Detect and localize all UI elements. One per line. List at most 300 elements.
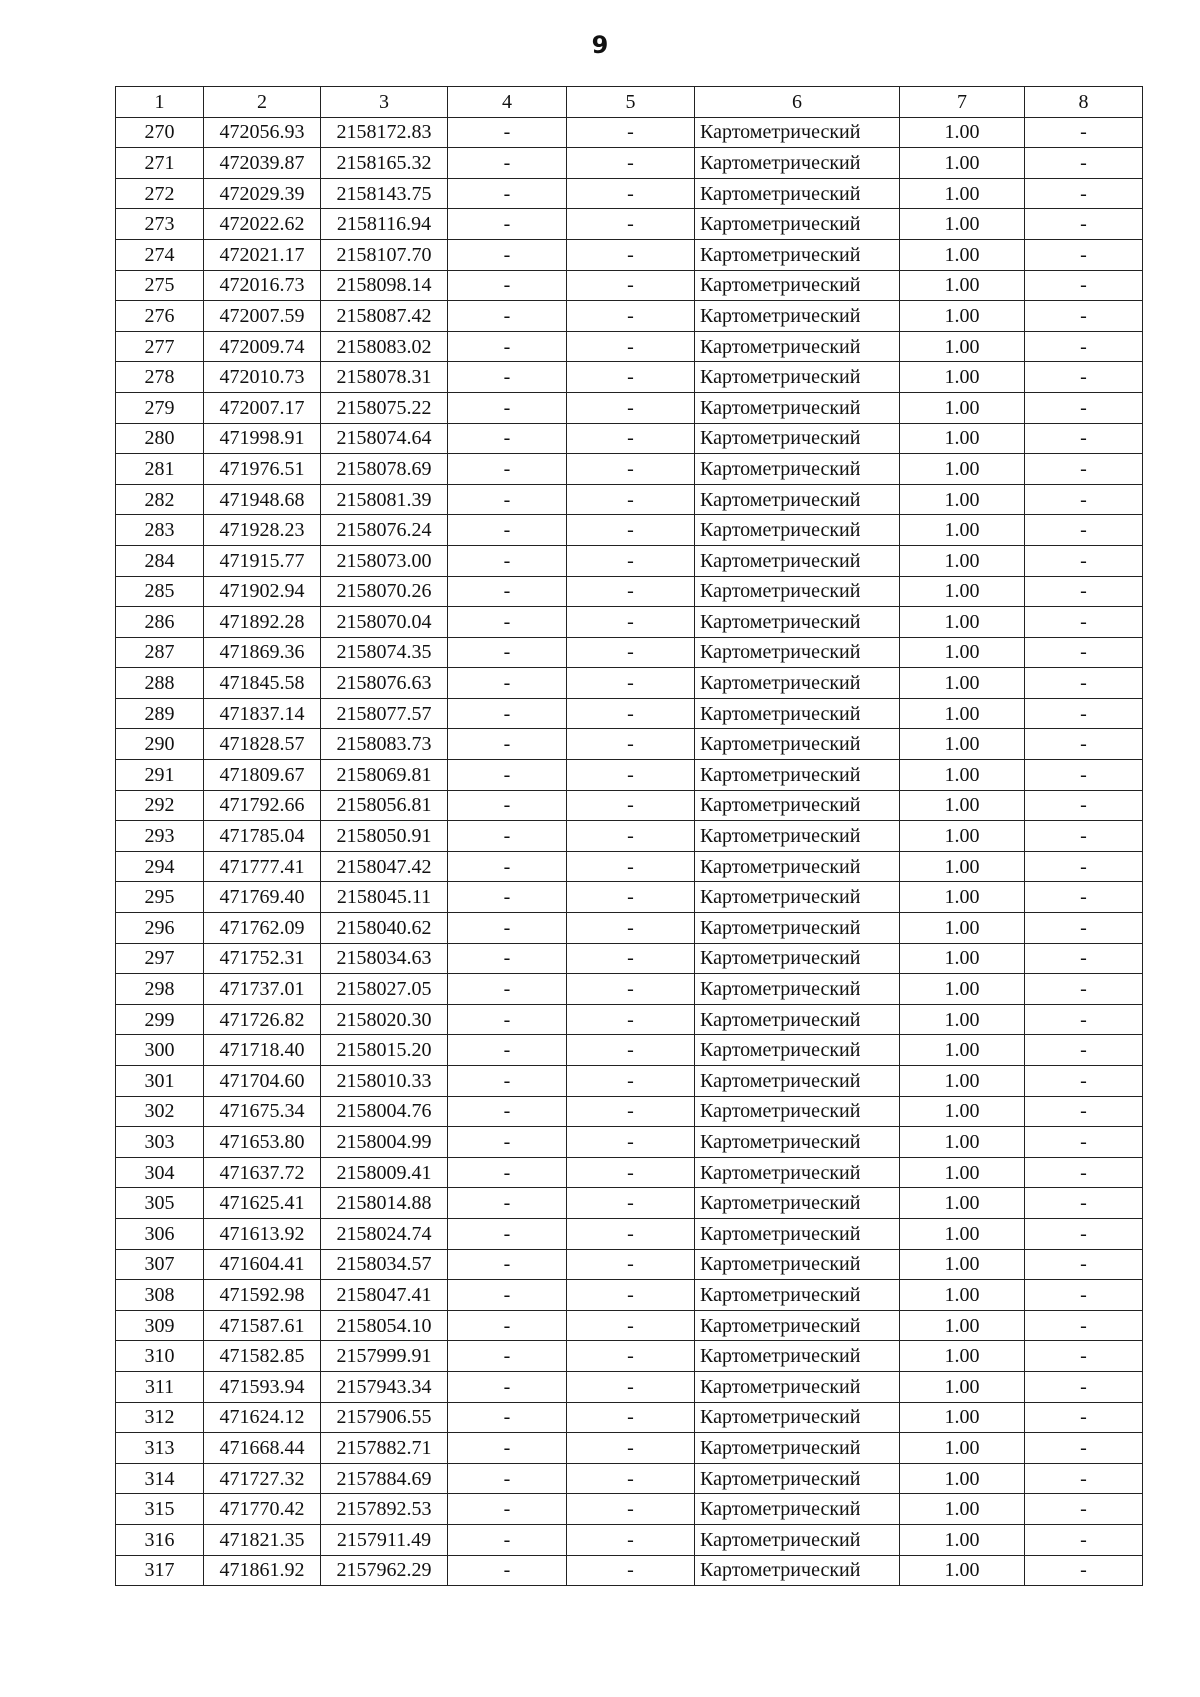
x-coordinate-cell: 472010.73: [204, 362, 321, 393]
point-number-cell: 311: [116, 1371, 204, 1402]
x-coordinate-cell: 471727.32: [204, 1463, 321, 1494]
column-8-cell: -: [1025, 392, 1143, 423]
column-8-cell: -: [1025, 545, 1143, 576]
accuracy-cell: 1.00: [900, 545, 1025, 576]
table-row: [116, 454, 1143, 485]
x-coordinate-cell: 472021.17: [204, 239, 321, 270]
table-row: [116, 698, 1143, 729]
point-number-cell: 270: [116, 117, 204, 148]
method-cell: Картометрический: [695, 301, 900, 332]
column-8-cell: -: [1025, 637, 1143, 668]
column-8-cell: -: [1025, 882, 1143, 913]
column-4-cell: -: [448, 760, 567, 791]
method-cell: Картометрический: [695, 668, 900, 699]
table-row: [116, 1096, 1143, 1127]
accuracy-cell: 1.00: [900, 1555, 1025, 1586]
column-8-cell: -: [1025, 270, 1143, 301]
point-number-cell: 283: [116, 515, 204, 546]
accuracy-cell: 1.00: [900, 1218, 1025, 1249]
x-coordinate-cell: 471587.61: [204, 1310, 321, 1341]
y-coordinate-cell: 2158116.94: [321, 209, 448, 240]
column-header: 2: [204, 87, 321, 118]
accuracy-cell: 1.00: [900, 943, 1025, 974]
method-cell: Картометрический: [695, 1371, 900, 1402]
y-coordinate-cell: 2158015.20: [321, 1035, 448, 1066]
column-5-cell: -: [567, 1035, 695, 1066]
column-8-cell: -: [1025, 1341, 1143, 1372]
point-number-cell: 279: [116, 392, 204, 423]
point-number-cell: 313: [116, 1433, 204, 1464]
table-row: [116, 1433, 1143, 1464]
y-coordinate-cell: 2158024.74: [321, 1218, 448, 1249]
y-coordinate-cell: 2158165.32: [321, 148, 448, 179]
accuracy-cell: 1.00: [900, 1494, 1025, 1525]
x-coordinate-cell: 471998.91: [204, 423, 321, 454]
method-cell: Картометрический: [695, 1249, 900, 1280]
y-coordinate-cell: 2158020.30: [321, 1004, 448, 1035]
table-header-row: [116, 87, 1143, 118]
y-coordinate-cell: 2158077.57: [321, 698, 448, 729]
column-8-cell: -: [1025, 913, 1143, 944]
x-coordinate-cell: 471845.58: [204, 668, 321, 699]
x-coordinate-cell: 471792.66: [204, 790, 321, 821]
accuracy-cell: 1.00: [900, 1157, 1025, 1188]
accuracy-cell: 1.00: [900, 1004, 1025, 1035]
method-cell: Картометрический: [695, 1096, 900, 1127]
y-coordinate-cell: 2158143.75: [321, 178, 448, 209]
point-number-cell: 301: [116, 1066, 204, 1097]
method-cell: Картометрический: [695, 362, 900, 393]
point-number-cell: 310: [116, 1341, 204, 1372]
table-row: [116, 392, 1143, 423]
column-4-cell: -: [448, 117, 567, 148]
x-coordinate-cell: 472039.87: [204, 148, 321, 179]
accuracy-cell: 1.00: [900, 454, 1025, 485]
method-cell: Картометрический: [695, 484, 900, 515]
table-row: [116, 729, 1143, 760]
point-number-cell: 305: [116, 1188, 204, 1219]
accuracy-cell: 1.00: [900, 423, 1025, 454]
x-coordinate-cell: 471592.98: [204, 1280, 321, 1311]
method-cell: Картометрический: [695, 1494, 900, 1525]
column-4-cell: -: [448, 1218, 567, 1249]
column-4-cell: -: [448, 882, 567, 913]
point-number-cell: 297: [116, 943, 204, 974]
accuracy-cell: 1.00: [900, 362, 1025, 393]
y-coordinate-cell: 2158070.04: [321, 607, 448, 638]
column-8-cell: -: [1025, 943, 1143, 974]
column-5-cell: -: [567, 1402, 695, 1433]
x-coordinate-cell: 471726.82: [204, 1004, 321, 1035]
table-row: [116, 1341, 1143, 1372]
accuracy-cell: 1.00: [900, 913, 1025, 944]
method-cell: Картометрический: [695, 239, 900, 270]
point-number-cell: 290: [116, 729, 204, 760]
point-number-cell: 272: [116, 178, 204, 209]
method-cell: Картометрический: [695, 790, 900, 821]
column-4-cell: -: [448, 423, 567, 454]
point-number-cell: 275: [116, 270, 204, 301]
table-row: [116, 1402, 1143, 1433]
column-4-cell: -: [448, 1157, 567, 1188]
point-number-cell: 288: [116, 668, 204, 699]
accuracy-cell: 1.00: [900, 576, 1025, 607]
table-row: [116, 270, 1143, 301]
column-5-cell: -: [567, 576, 695, 607]
column-header: 3: [321, 87, 448, 118]
x-coordinate-cell: 471625.41: [204, 1188, 321, 1219]
x-coordinate-cell: 471582.85: [204, 1341, 321, 1372]
accuracy-cell: 1.00: [900, 729, 1025, 760]
accuracy-cell: 1.00: [900, 1066, 1025, 1097]
x-coordinate-cell: 471809.67: [204, 760, 321, 791]
column-4-cell: -: [448, 668, 567, 699]
column-8-cell: -: [1025, 1096, 1143, 1127]
method-cell: Картометрический: [695, 851, 900, 882]
column-5-cell: -: [567, 423, 695, 454]
column-4-cell: -: [448, 1188, 567, 1219]
x-coordinate-cell: 471892.28: [204, 607, 321, 638]
x-coordinate-cell: 471604.41: [204, 1249, 321, 1280]
column-5-cell: -: [567, 331, 695, 362]
x-coordinate-cell: 472022.62: [204, 209, 321, 240]
column-4-cell: -: [448, 1433, 567, 1464]
table-row: [116, 851, 1143, 882]
table-row: [116, 576, 1143, 607]
table-row: [116, 1494, 1143, 1525]
column-8-cell: -: [1025, 851, 1143, 882]
point-number-cell: 285: [116, 576, 204, 607]
accuracy-cell: 1.00: [900, 698, 1025, 729]
method-cell: Картометрический: [695, 423, 900, 454]
column-8-cell: -: [1025, 239, 1143, 270]
accuracy-cell: 1.00: [900, 209, 1025, 240]
method-cell: Картометрический: [695, 1433, 900, 1464]
point-number-cell: 298: [116, 974, 204, 1005]
table-row: [116, 607, 1143, 638]
point-number-cell: 295: [116, 882, 204, 913]
column-5-cell: -: [567, 1249, 695, 1280]
accuracy-cell: 1.00: [900, 1096, 1025, 1127]
y-coordinate-cell: 2158004.99: [321, 1127, 448, 1158]
column-8-cell: -: [1025, 301, 1143, 332]
column-5-cell: -: [567, 760, 695, 791]
method-cell: Картометрический: [695, 1402, 900, 1433]
x-coordinate-cell: 471869.36: [204, 637, 321, 668]
column-5-cell: -: [567, 484, 695, 515]
column-8-cell: -: [1025, 362, 1143, 393]
method-cell: Картометрический: [695, 209, 900, 240]
column-4-cell: -: [448, 1004, 567, 1035]
method-cell: Картометрический: [695, 1004, 900, 1035]
y-coordinate-cell: 2157892.53: [321, 1494, 448, 1525]
table-row: [116, 148, 1143, 179]
y-coordinate-cell: 2158034.63: [321, 943, 448, 974]
y-coordinate-cell: 2158040.62: [321, 913, 448, 944]
x-coordinate-cell: 471637.72: [204, 1157, 321, 1188]
column-4-cell: -: [448, 209, 567, 240]
table-row: [116, 1157, 1143, 1188]
x-coordinate-cell: 471828.57: [204, 729, 321, 760]
y-coordinate-cell: 2158098.14: [321, 270, 448, 301]
column-5-cell: -: [567, 790, 695, 821]
column-4-cell: -: [448, 1371, 567, 1402]
column-8-cell: -: [1025, 1371, 1143, 1402]
y-coordinate-cell: 2157882.71: [321, 1433, 448, 1464]
column-8-cell: -: [1025, 1066, 1143, 1097]
column-8-cell: -: [1025, 1555, 1143, 1586]
point-number-cell: 286: [116, 607, 204, 638]
x-coordinate-cell: 471624.12: [204, 1402, 321, 1433]
y-coordinate-cell: 2158078.69: [321, 454, 448, 485]
point-number-cell: 289: [116, 698, 204, 729]
point-number-cell: 308: [116, 1280, 204, 1311]
y-coordinate-cell: 2158056.81: [321, 790, 448, 821]
x-coordinate-cell: 471718.40: [204, 1035, 321, 1066]
method-cell: Картометрический: [695, 1341, 900, 1372]
method-cell: Картометрический: [695, 515, 900, 546]
accuracy-cell: 1.00: [900, 301, 1025, 332]
column-8-cell: -: [1025, 1463, 1143, 1494]
accuracy-cell: 1.00: [900, 484, 1025, 515]
point-number-cell: 277: [116, 331, 204, 362]
column-header: 5: [567, 87, 695, 118]
x-coordinate-cell: 471976.51: [204, 454, 321, 485]
column-5-cell: -: [567, 1280, 695, 1311]
column-4-cell: -: [448, 1494, 567, 1525]
x-coordinate-cell: 472007.17: [204, 392, 321, 423]
table-row: [116, 423, 1143, 454]
column-8-cell: -: [1025, 1218, 1143, 1249]
method-cell: Картометрический: [695, 1524, 900, 1555]
y-coordinate-cell: 2158078.31: [321, 362, 448, 393]
column-4-cell: -: [448, 1096, 567, 1127]
column-4-cell: -: [448, 1127, 567, 1158]
column-8-cell: -: [1025, 331, 1143, 362]
column-4-cell: -: [448, 178, 567, 209]
point-number-cell: 287: [116, 637, 204, 668]
y-coordinate-cell: 2157962.29: [321, 1555, 448, 1586]
x-coordinate-cell: 471737.01: [204, 974, 321, 1005]
column-5-cell: -: [567, 515, 695, 546]
table-row: [116, 331, 1143, 362]
column-8-cell: -: [1025, 1280, 1143, 1311]
column-4-cell: -: [448, 943, 567, 974]
column-5-cell: -: [567, 239, 695, 270]
column-5-cell: -: [567, 545, 695, 576]
method-cell: Картометрический: [695, 1218, 900, 1249]
column-5-cell: -: [567, 668, 695, 699]
y-coordinate-cell: 2158047.42: [321, 851, 448, 882]
table-row: [116, 1463, 1143, 1494]
accuracy-cell: 1.00: [900, 1371, 1025, 1402]
column-5-cell: -: [567, 913, 695, 944]
method-cell: Картометрический: [695, 392, 900, 423]
column-8-cell: -: [1025, 607, 1143, 638]
y-coordinate-cell: 2158045.11: [321, 882, 448, 913]
x-coordinate-cell: 472016.73: [204, 270, 321, 301]
column-8-cell: -: [1025, 1310, 1143, 1341]
point-number-cell: 299: [116, 1004, 204, 1035]
y-coordinate-cell: 2158172.83: [321, 117, 448, 148]
column-8-cell: -: [1025, 178, 1143, 209]
column-4-cell: -: [448, 1463, 567, 1494]
column-header: 6: [695, 87, 900, 118]
point-number-cell: 300: [116, 1035, 204, 1066]
column-4-cell: -: [448, 362, 567, 393]
column-5-cell: -: [567, 1096, 695, 1127]
method-cell: Картометрический: [695, 1310, 900, 1341]
table-row: [116, 637, 1143, 668]
x-coordinate-cell: 471769.40: [204, 882, 321, 913]
column-4-cell: -: [448, 637, 567, 668]
y-coordinate-cell: 2158076.24: [321, 515, 448, 546]
accuracy-cell: 1.00: [900, 821, 1025, 852]
y-coordinate-cell: 2158074.35: [321, 637, 448, 668]
y-coordinate-cell: 2158070.26: [321, 576, 448, 607]
column-8-cell: -: [1025, 974, 1143, 1005]
method-cell: Картометрический: [695, 1066, 900, 1097]
method-cell: Картометрический: [695, 117, 900, 148]
y-coordinate-cell: 2158083.73: [321, 729, 448, 760]
column-5-cell: -: [567, 698, 695, 729]
column-5-cell: -: [567, 1371, 695, 1402]
x-coordinate-cell: 472056.93: [204, 117, 321, 148]
accuracy-cell: 1.00: [900, 1310, 1025, 1341]
column-4-cell: -: [448, 301, 567, 332]
column-5-cell: -: [567, 270, 695, 301]
x-coordinate-cell: 471915.77: [204, 545, 321, 576]
point-number-cell: 306: [116, 1218, 204, 1249]
column-5-cell: -: [567, 1494, 695, 1525]
table-row: [116, 1310, 1143, 1341]
column-5-cell: -: [567, 1218, 695, 1249]
column-4-cell: -: [448, 576, 567, 607]
column-4-cell: -: [448, 1035, 567, 1066]
table-row: [116, 239, 1143, 270]
accuracy-cell: 1.00: [900, 148, 1025, 179]
y-coordinate-cell: 2158069.81: [321, 760, 448, 791]
x-coordinate-cell: 471785.04: [204, 821, 321, 852]
point-number-cell: 282: [116, 484, 204, 515]
table-row: [116, 484, 1143, 515]
accuracy-cell: 1.00: [900, 239, 1025, 270]
accuracy-cell: 1.00: [900, 117, 1025, 148]
column-5-cell: -: [567, 882, 695, 913]
table-row: [116, 882, 1143, 913]
column-4-cell: -: [448, 392, 567, 423]
column-8-cell: -: [1025, 209, 1143, 240]
column-5-cell: -: [567, 607, 695, 638]
column-5-cell: -: [567, 1463, 695, 1494]
column-4-cell: -: [448, 821, 567, 852]
y-coordinate-cell: 2158087.42: [321, 301, 448, 332]
table-row: [116, 943, 1143, 974]
column-5-cell: -: [567, 943, 695, 974]
table-body: [116, 117, 1143, 1586]
column-header: 7: [900, 87, 1025, 118]
x-coordinate-cell: 472029.39: [204, 178, 321, 209]
table-row: [116, 1555, 1143, 1586]
y-coordinate-cell: 2158034.57: [321, 1249, 448, 1280]
table-row: [116, 515, 1143, 546]
column-8-cell: -: [1025, 698, 1143, 729]
table-row: [116, 117, 1143, 148]
table-row: [116, 1066, 1143, 1097]
column-8-cell: -: [1025, 576, 1143, 607]
y-coordinate-cell: 2158073.00: [321, 545, 448, 576]
method-cell: Картометрический: [695, 607, 900, 638]
column-5-cell: -: [567, 1433, 695, 1464]
point-number-cell: 317: [116, 1555, 204, 1586]
method-cell: Картометрический: [695, 943, 900, 974]
coordinates-table: [115, 86, 1143, 1586]
table-row: [116, 545, 1143, 576]
x-coordinate-cell: 471821.35: [204, 1524, 321, 1555]
column-8-cell: -: [1025, 484, 1143, 515]
column-4-cell: -: [448, 1402, 567, 1433]
accuracy-cell: 1.00: [900, 331, 1025, 362]
method-cell: Картометрический: [695, 821, 900, 852]
accuracy-cell: 1.00: [900, 270, 1025, 301]
table-row: [116, 1218, 1143, 1249]
x-coordinate-cell: 471704.60: [204, 1066, 321, 1097]
x-coordinate-cell: 472009.74: [204, 331, 321, 362]
column-4-cell: -: [448, 790, 567, 821]
point-number-cell: 291: [116, 760, 204, 791]
point-number-cell: 302: [116, 1096, 204, 1127]
point-number-cell: 309: [116, 1310, 204, 1341]
column-5-cell: -: [567, 148, 695, 179]
column-8-cell: -: [1025, 1157, 1143, 1188]
method-cell: Картометрический: [695, 1127, 900, 1158]
column-4-cell: -: [448, 454, 567, 485]
column-8-cell: -: [1025, 515, 1143, 546]
method-cell: Картометрический: [695, 1188, 900, 1219]
point-number-cell: 273: [116, 209, 204, 240]
column-5-cell: -: [567, 1066, 695, 1097]
point-number-cell: 316: [116, 1524, 204, 1555]
method-cell: Картометрический: [695, 974, 900, 1005]
y-coordinate-cell: 2158050.91: [321, 821, 448, 852]
column-5-cell: -: [567, 729, 695, 760]
method-cell: Картометрический: [695, 1157, 900, 1188]
table-row: [116, 1524, 1143, 1555]
column-5-cell: -: [567, 821, 695, 852]
column-5-cell: -: [567, 637, 695, 668]
point-number-cell: 303: [116, 1127, 204, 1158]
column-4-cell: -: [448, 1249, 567, 1280]
accuracy-cell: 1.00: [900, 1035, 1025, 1066]
point-number-cell: 296: [116, 913, 204, 944]
table-row: [116, 821, 1143, 852]
column-5-cell: -: [567, 974, 695, 1005]
column-4-cell: -: [448, 1341, 567, 1372]
method-cell: Картометрический: [695, 148, 900, 179]
method-cell: Картометрический: [695, 454, 900, 485]
column-5-cell: -: [567, 1157, 695, 1188]
column-4-cell: -: [448, 1555, 567, 1586]
x-coordinate-cell: 471948.68: [204, 484, 321, 515]
column-5-cell: -: [567, 1341, 695, 1372]
x-coordinate-cell: 471653.80: [204, 1127, 321, 1158]
accuracy-cell: 1.00: [900, 1402, 1025, 1433]
column-4-cell: -: [448, 729, 567, 760]
column-8-cell: -: [1025, 821, 1143, 852]
x-coordinate-cell: 471928.23: [204, 515, 321, 546]
y-coordinate-cell: 2158076.63: [321, 668, 448, 699]
point-number-cell: 292: [116, 790, 204, 821]
